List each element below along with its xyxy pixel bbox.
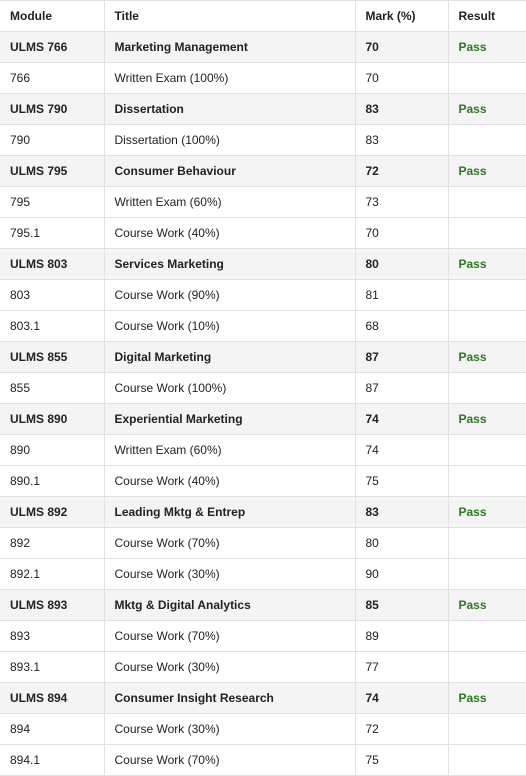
- module-cell: 795.1: [0, 218, 104, 249]
- mark-cell: 87: [355, 373, 448, 404]
- component-row: [0, 621, 526, 652]
- mark-cell: 72: [355, 714, 448, 745]
- component-row: [0, 311, 526, 342]
- mark-cell: 70: [355, 32, 448, 63]
- title-cell: Course Work (40%): [104, 218, 355, 249]
- result-cell: [448, 559, 526, 590]
- component-row: [0, 218, 526, 249]
- result-cell: [448, 218, 526, 249]
- component-row: [0, 652, 526, 683]
- result-cell: Pass: [448, 156, 526, 187]
- component-row: [0, 714, 526, 745]
- module-cell: 892: [0, 528, 104, 559]
- header-module: Module: [0, 1, 104, 32]
- title-cell: Dissertation (100%): [104, 125, 355, 156]
- component-row: [0, 125, 526, 156]
- title-cell: Course Work (90%): [104, 280, 355, 311]
- module-cell: ULMS 766: [0, 32, 104, 63]
- result-cell: [448, 435, 526, 466]
- module-cell: 892.1: [0, 559, 104, 590]
- result-cell: Pass: [448, 249, 526, 280]
- module-cell: 894.1: [0, 745, 104, 776]
- mark-cell: 74: [355, 683, 448, 714]
- result-cell: [448, 311, 526, 342]
- component-row: [0, 559, 526, 590]
- result-cell: Pass: [448, 32, 526, 63]
- mark-cell: 80: [355, 249, 448, 280]
- result-cell: [448, 652, 526, 683]
- module-cell: ULMS 890: [0, 404, 104, 435]
- module-cell: 790: [0, 125, 104, 156]
- mark-cell: 73: [355, 187, 448, 218]
- title-cell: Course Work (30%): [104, 714, 355, 745]
- module-row: [0, 156, 526, 187]
- module-cell: ULMS 892: [0, 497, 104, 528]
- title-cell: Marketing Management: [104, 32, 355, 63]
- title-cell: Consumer Insight Research: [104, 683, 355, 714]
- table-header: [0, 1, 526, 32]
- table-body: [0, 32, 526, 776]
- module-cell: 766: [0, 63, 104, 94]
- result-cell: [448, 63, 526, 94]
- mark-cell: 75: [355, 745, 448, 776]
- module-cell: 795: [0, 187, 104, 218]
- mark-cell: 89: [355, 621, 448, 652]
- module-cell: ULMS 803: [0, 249, 104, 280]
- result-cell: [448, 187, 526, 218]
- component-row: [0, 373, 526, 404]
- mark-cell: 80: [355, 528, 448, 559]
- module-cell: 803: [0, 280, 104, 311]
- component-row: [0, 435, 526, 466]
- title-cell: Written Exam (100%): [104, 63, 355, 94]
- result-cell: [448, 714, 526, 745]
- module-cell: 890.1: [0, 466, 104, 497]
- module-row: [0, 94, 526, 125]
- module-cell: 890: [0, 435, 104, 466]
- result-cell: Pass: [448, 94, 526, 125]
- component-row: [0, 63, 526, 94]
- result-cell: [448, 745, 526, 776]
- title-cell: Dissertation: [104, 94, 355, 125]
- title-cell: Course Work (30%): [104, 559, 355, 590]
- result-cell: [448, 373, 526, 404]
- component-row: [0, 745, 526, 776]
- title-cell: Experiential Marketing: [104, 404, 355, 435]
- mark-cell: 85: [355, 590, 448, 621]
- module-cell: 803.1: [0, 311, 104, 342]
- title-cell: Leading Mktg & Entrep: [104, 497, 355, 528]
- module-row: [0, 404, 526, 435]
- module-cell: ULMS 790: [0, 94, 104, 125]
- title-cell: Services Marketing: [104, 249, 355, 280]
- module-cell: ULMS 855: [0, 342, 104, 373]
- module-row: [0, 32, 526, 63]
- mark-cell: 74: [355, 404, 448, 435]
- mark-cell: 75: [355, 466, 448, 497]
- result-cell: Pass: [448, 404, 526, 435]
- component-row: [0, 528, 526, 559]
- mark-cell: 83: [355, 94, 448, 125]
- result-cell: [448, 528, 526, 559]
- title-cell: Course Work (70%): [104, 528, 355, 559]
- title-cell: Written Exam (60%): [104, 435, 355, 466]
- module-row: [0, 497, 526, 528]
- title-cell: Course Work (30%): [104, 652, 355, 683]
- title-cell: Course Work (100%): [104, 373, 355, 404]
- title-cell: Course Work (10%): [104, 311, 355, 342]
- title-cell: Mktg & Digital Analytics: [104, 590, 355, 621]
- module-cell: 855: [0, 373, 104, 404]
- module-cell: ULMS 893: [0, 590, 104, 621]
- mark-cell: 83: [355, 497, 448, 528]
- module-row: [0, 590, 526, 621]
- component-row: [0, 280, 526, 311]
- module-row: [0, 342, 526, 373]
- module-row: [0, 249, 526, 280]
- mark-cell: 83: [355, 125, 448, 156]
- result-cell: Pass: [448, 683, 526, 714]
- mark-cell: 87: [355, 342, 448, 373]
- mark-cell: 68: [355, 311, 448, 342]
- header-result: Result: [448, 1, 526, 32]
- module-cell: 894: [0, 714, 104, 745]
- title-cell: Course Work (40%): [104, 466, 355, 497]
- result-cell: [448, 125, 526, 156]
- header-row: [0, 1, 526, 32]
- mark-cell: 72: [355, 156, 448, 187]
- header-mark: Mark (%): [355, 1, 448, 32]
- result-cell: Pass: [448, 342, 526, 373]
- header-title: Title: [104, 1, 355, 32]
- result-cell: [448, 280, 526, 311]
- mark-cell: 77: [355, 652, 448, 683]
- mark-cell: 70: [355, 218, 448, 249]
- component-row: [0, 187, 526, 218]
- component-row: [0, 466, 526, 497]
- title-cell: Course Work (70%): [104, 745, 355, 776]
- title-cell: Consumer Behaviour: [104, 156, 355, 187]
- title-cell: Digital Marketing: [104, 342, 355, 373]
- result-cell: Pass: [448, 590, 526, 621]
- mark-cell: 74: [355, 435, 448, 466]
- mark-cell: 70: [355, 63, 448, 94]
- mark-cell: 81: [355, 280, 448, 311]
- module-cell: 893.1: [0, 652, 104, 683]
- mark-cell: 90: [355, 559, 448, 590]
- title-cell: Course Work (70%): [104, 621, 355, 652]
- module-cell: 893: [0, 621, 104, 652]
- title-cell: Written Exam (60%): [104, 187, 355, 218]
- module-cell: ULMS 894: [0, 683, 104, 714]
- module-cell: ULMS 795: [0, 156, 104, 187]
- result-cell: [448, 466, 526, 497]
- module-row: [0, 683, 526, 714]
- result-cell: [448, 621, 526, 652]
- result-cell: Pass: [448, 497, 526, 528]
